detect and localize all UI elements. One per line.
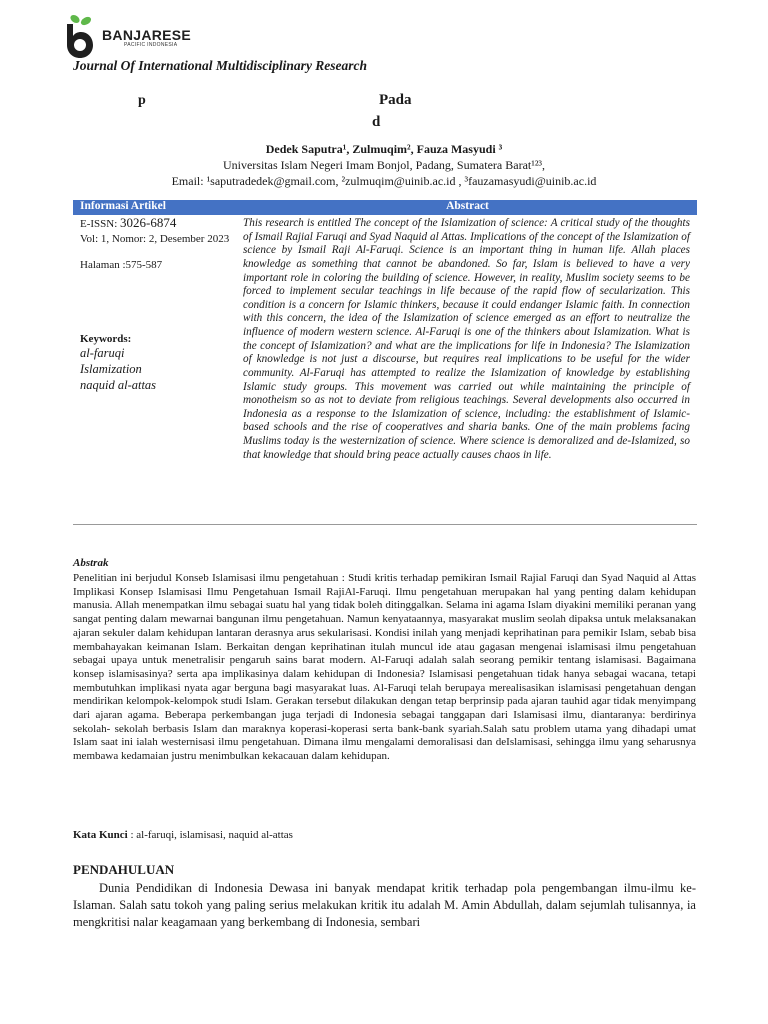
keyword-item: Islamization	[80, 362, 142, 376]
english-abstract: This research is entitled The concept of the Islamization of science: A critical study of the thoughts of Ismail Rajial Faruqi and Syad Naquid al Attas. Implications of the concept of the Islamization of science by Ismail Raji Al-Faruqi. Science is an important thing in human life. Allah places knowledge as something that cannot be abandoned. So far, Islam is believed to have a very important role in coloring the building of science. However, in reality, Muslim society seems to be forced to implement secular teachings in life because of the rapid flow of secularization. This condition is a concern for Islamic thinkers, because it could endanger Islamic faith. In connection with this concern, the idea of the Islamization of science emerged as an effort to neutralize the influence of modern western science. Al-Faruqi is one of the thinkers about Islamization. What is the concept of Islamization? and what are the implications for life in Indonesia? The Islamization of knowledge is not just a discourse, but requires real implications to be useful for the wider community. Al-Faruqi has attempted to realize the Islamization of knowledge by establishing Islamic study groups. This movement was carried out while maintaining the principle of monotheism so as not to deviate from religious teachings. Several developments also occurred in Indonesia as a response to the Islamization of science, including: the establishment of Islamic-based schools and the rise of cooperatives and sharia banks. One of the main problems facing Muslims today is the westernization of science. Where science is demoralized and de-Islamized, so that knowledge that should bring peace actually causes chaos in life.	[243, 217, 690, 461]
logo-subtext: PACIFIC INDONESIA	[124, 42, 178, 48]
abstract-header: Abstract	[238, 200, 697, 215]
pendahuluan-body: Dunia Pendidikan di Indonesia Dewasa ini banyak mendapat kritik terhadap pola pengembangan ilmu-ilmu ke-Islaman. Salah satu tokoh yang paling serius melakukan kritik itu adalah M. Amin Abdullah, dalam sejumlah tulisannya, ia mengkritisi nalar keagamaan yang berkembang di Indonesia, sembari	[73, 881, 696, 929]
logo-text: BANJARESE	[102, 27, 192, 43]
info-header: Informasi Artikel	[73, 200, 242, 215]
abstrak-body: Penelitian ini berjudul Konseb Islamisasi ilmu pengetahuan : Studi kritis terhadap pemikiran Ismail Rajial Faruqi dan Syad Naquid al Attas Implikasi Konsep Islamisasi Ilmu Pengetahuan Ismail RajiAl-Faruqi. Ilmu pengetahuan merupakan hal yang penting dalam kehidupan manusia. Allah menempatkan ilmu sebagai suatu hal yang tidak boleh ditinggalkan. Selama ini agama Islam diyakini memiliki peranan yang sangat penting dalam mewarnai bangunan ilmu pengetahuan. Namun kenyataannya, masyarakat muslim seolah dipaksa untuk melaksanakan ajaran sekuler dalam kehidupan lantaran derasnya arus sekularisasi. Kondisi inilah yang menjadi keprihatinan para pemikir Islam, sebab bisa membahayakan keimanan Islam. Berkaitan dengan keprihatinan itulah muncul ide atau gagasan mengenai islamisasi ilmu pengetahuan sebagai upaya untuk menetralisir pengaruh sains barat modern. Al-Faruqi adalah salah seorang pemikir tentang islamisasi. Bagaimana konsep islamisasinya? serta apa implikasinya dalam kehidupan di Indonesia? Islamisasi pengetahuan tidak hanya sebagai wacana, tetapi membutuhkan implikasi nyata agar berguna bagi masyarakat luas. Al-Faruqi telah berupaya merealisasikan islamisasi pengetahuan dengan mendirikan kelompok-kelompok studi Islam. Gerakan tersebut dilakukan dengan tetap berprinsip pada ajaran tauhid agar tidak menyimpang dari ajaran agama. Beberapa perkembangan juga terjadi di Indonesia sebagai tanggapan dari Islamisasi ilmu, diantaranya: berdirinya sekolah- sekolah berbasis Islam dan maraknya koperasi-koperasi serta bank-bank syariah.Salah satu problem utama yang dihadapi umat Islam saat ini ialah westernisasi ilmu pengetahuan. Dimana ilmu mengalami demoralisasi dan deIslamisasi, sehingga ilmu yang seharusnya membawa kedamaian justru menimbulkan kekacauan dalam kehidupan.	[73, 572, 696, 763]
kata-kunci-label: Kata Kunci	[73, 829, 128, 841]
issn-label: E-ISSN:	[80, 218, 121, 230]
author-emails: Email: ¹saputradedek@gmail.com, ²zulmuqim@uinib.ac.id , ³fauzamasyudi@uinib.ac.id	[171, 174, 597, 188]
journal-name: Journal Of International Multidisciplinary Research	[73, 58, 368, 73]
issn	[80, 217, 176, 230]
title-fragment-p: p	[138, 93, 146, 108]
abstrak-title: Abstrak	[73, 557, 109, 569]
keywords-title: Keywords:	[80, 333, 132, 345]
keyword-item: al-faruqi	[80, 346, 125, 360]
keyword-item: naquid al-attas	[80, 378, 157, 392]
volume-info: Vol: 1, Nomor: 2, Desember 2023	[80, 233, 230, 245]
authors: Dedek Saputra¹, Zulmuqim², Fauza Masyudi ³	[265, 142, 503, 156]
section-title-pendahuluan: PENDAHULUAN	[73, 862, 175, 877]
affiliation: Universitas Islam Negeri Imam Bonjol, Padang, Sumatera Barat¹²³,	[222, 158, 546, 172]
kata-kunci	[73, 829, 293, 841]
issn-value: 3026-6874	[120, 215, 177, 230]
table-bottom-rule	[73, 524, 697, 525]
title-fragment-pada: Pada	[379, 92, 412, 108]
title-fragment-d: d	[372, 114, 381, 130]
page-range: Halaman :575-587	[80, 259, 163, 271]
kata-kunci-value: : al-faruqi, islamisasi, naquid al-attas	[127, 829, 293, 841]
